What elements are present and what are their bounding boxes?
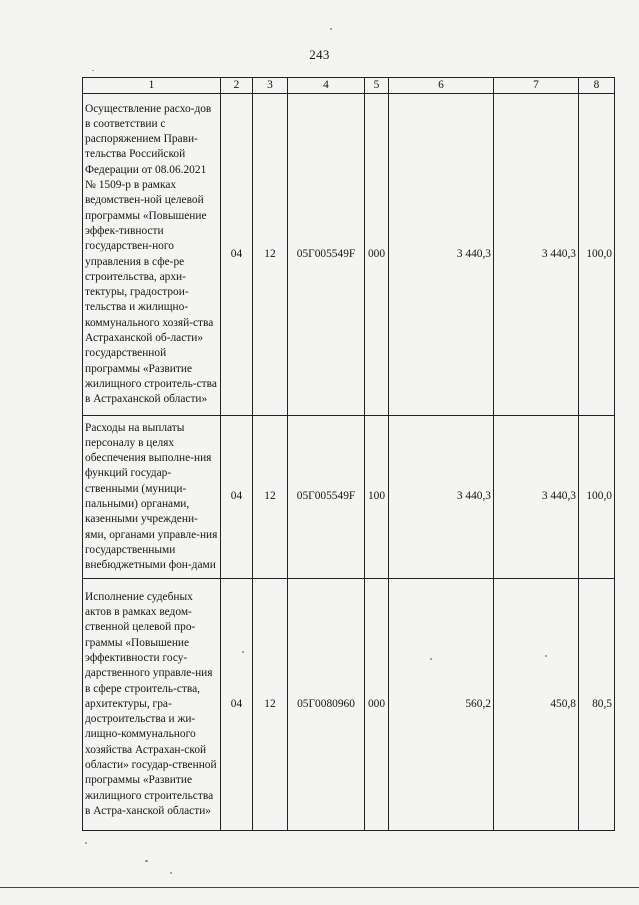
table-row <box>83 94 615 416</box>
scan-speck <box>145 860 148 862</box>
page-number: 243 <box>309 47 330 62</box>
cell-col6: 560,2 <box>389 579 494 831</box>
column-header: 6 <box>389 78 494 94</box>
column-header: 5 <box>365 78 389 94</box>
cell-subsection: 12 <box>253 416 288 579</box>
column-header: 3 <box>253 78 288 94</box>
cell-col7: 3 440,3 <box>494 94 579 416</box>
cell-section: 04 <box>221 94 253 416</box>
cell-section: 04 <box>221 416 253 579</box>
scan-speck <box>430 658 432 660</box>
cell-target-article: 05Г005549F <box>288 94 365 416</box>
cell-col7: 3 440,3 <box>494 416 579 579</box>
budget-table <box>82 77 615 831</box>
scan-speck <box>330 28 332 30</box>
row-description: Исполнение судебных актов в рамках ведом-ственной целевой про-граммы «Повышение эффективности госу-дарственного управле-ния в сфере строитель-ства, архитектуры, гра-достроительства и жи-лищно-коммунального хозяйства Астрахан-ской области» государ-ственной программы «Развитие жилищного строительства в Астра-ханской области» <box>83 579 221 831</box>
column-header: 1 <box>83 78 221 94</box>
cell-col8: 80,5 <box>579 579 615 831</box>
column-header: 8 <box>579 78 615 94</box>
cell-col6: 3 440,3 <box>389 416 494 579</box>
row-description: Расходы на выплаты персоналу в целях обеспечения выполне-ния функций государ-ственными (муници-пальными) органами, казенными учреждени-ями, органами управле-ния государственными внебюджетными фон-дами <box>83 416 221 579</box>
column-header: 4 <box>288 78 365 94</box>
table-header-row <box>83 78 615 94</box>
cell-target-article: 05Г005549F <box>288 416 365 579</box>
column-header: 2 <box>221 78 253 94</box>
table-row <box>83 579 615 831</box>
table-row <box>83 416 615 579</box>
cell-subsection: 12 <box>253 94 288 416</box>
cell-col6: 3 440,3 <box>389 94 494 416</box>
cell-col8: 100,0 <box>579 416 615 579</box>
cell-target-article: 05Г0080960 <box>288 579 365 831</box>
cell-expense-type: 000 <box>365 579 389 831</box>
scan-edge-line <box>0 887 639 888</box>
scan-speck <box>545 655 547 657</box>
cell-section: 04 <box>221 579 253 831</box>
cell-col8: 100,0 <box>579 94 615 416</box>
scan-speck <box>92 70 94 71</box>
cell-expense-type: 000 <box>365 94 389 416</box>
scan-speck <box>170 872 172 874</box>
cell-expense-type: 100 <box>365 416 389 579</box>
scan-speck <box>85 842 87 844</box>
scan-speck <box>242 651 244 653</box>
row-description: Осуществление расхо-дов в соответствии с распоряжением Прави-тельства Российской Федерации от 08.06.2021 № 1509-р в рамках ведомствен-ной целевой программы «Повышение эффек-тивности государствен-ного управления в сфе-ре строительства, архи-тектуры, градострои-тельства и жилищно-коммунального хозяй-ства Астраханской об-ласти» государственной программы «Развитие жилищного строитель-ства в Астраханской области» <box>83 94 221 416</box>
cell-col7: 450,8 <box>494 579 579 831</box>
cell-subsection: 12 <box>253 579 288 831</box>
column-header: 7 <box>494 78 579 94</box>
